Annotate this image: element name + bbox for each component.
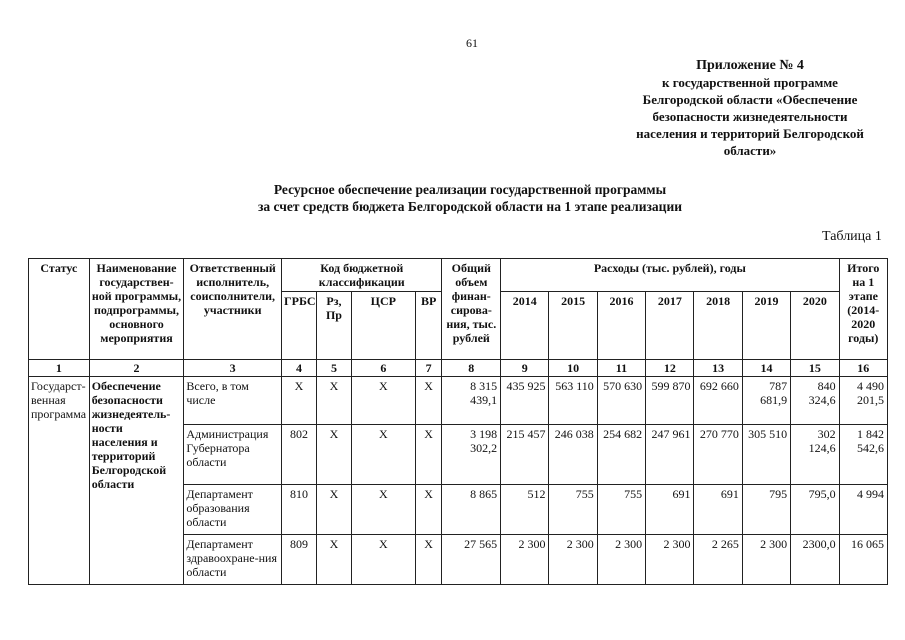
year-cell: 246 038 bbox=[549, 425, 597, 485]
year-cell: 840 324,6 bbox=[791, 377, 839, 425]
year-cell: 2 265 bbox=[694, 535, 742, 585]
year-cell: 2300,0 bbox=[791, 535, 839, 585]
column-index: 7 bbox=[415, 360, 442, 377]
title-line: Ресурсное обеспечение реализации государственной программы bbox=[273, 182, 667, 197]
status-cell: Государст-венная программа bbox=[29, 377, 90, 585]
year-cell: 570 630 bbox=[597, 377, 645, 425]
total-cell: 8 315 439,1 bbox=[442, 377, 501, 425]
vr-cell: Х bbox=[415, 535, 442, 585]
header-year: 2014 bbox=[501, 292, 549, 360]
executor-cell: Всего, в том числе bbox=[184, 377, 282, 425]
year-cell: 270 770 bbox=[694, 425, 742, 485]
table-label: Таблица 1 bbox=[822, 229, 882, 244]
appendix-heading bbox=[600, 57, 900, 159]
stage-total-cell: 4 490 201,5 bbox=[839, 377, 887, 425]
header-expenses: Расходы (тыс. рублей), годы bbox=[501, 259, 839, 292]
appendix-line: безопасности жизнедеятельности bbox=[652, 109, 848, 124]
column-index: 11 bbox=[597, 360, 645, 377]
year-cell: 691 bbox=[646, 485, 694, 535]
stage-total-cell: 1 842 542,6 bbox=[839, 425, 887, 485]
rz-cell: Х bbox=[317, 425, 352, 485]
column-index: 15 bbox=[791, 360, 839, 377]
year-cell: 563 110 bbox=[549, 377, 597, 425]
column-index: 16 bbox=[839, 360, 887, 377]
header-year: 2016 bbox=[597, 292, 645, 360]
year-cell: 795,0 bbox=[791, 485, 839, 535]
vr-cell: Х bbox=[415, 485, 442, 535]
header-total-volume: Общий объем финан-сирова-ния, тыс. рублей bbox=[442, 259, 501, 360]
header-year: 2019 bbox=[742, 292, 790, 360]
year-cell: 305 510 bbox=[742, 425, 790, 485]
column-index: 9 bbox=[501, 360, 549, 377]
year-cell: 755 bbox=[597, 485, 645, 535]
document-title bbox=[120, 181, 820, 215]
executor-cell: Департамент здравоохране-ния области bbox=[184, 535, 282, 585]
csr-cell: Х bbox=[351, 485, 415, 535]
column-index: 2 bbox=[89, 360, 184, 377]
column-index: 10 bbox=[549, 360, 597, 377]
appendix-line: населения и территорий Белгородской bbox=[636, 126, 864, 141]
column-index: 13 bbox=[694, 360, 742, 377]
vr-cell: Х bbox=[415, 377, 442, 425]
year-cell: 512 bbox=[501, 485, 549, 535]
column-index: 3 bbox=[184, 360, 282, 377]
rz-cell: Х bbox=[317, 485, 352, 535]
total-cell: 27 565 bbox=[442, 535, 501, 585]
stage-total-cell: 16 065 bbox=[839, 535, 887, 585]
column-index: 5 bbox=[317, 360, 352, 377]
header-status: Статус bbox=[29, 259, 90, 360]
year-cell: 2 300 bbox=[501, 535, 549, 585]
header-rz-pr: Рз, Пр bbox=[317, 292, 352, 360]
title-line: за счет средств бюджета Белгородской области на 1 этапе реализации bbox=[257, 199, 683, 214]
total-cell: 3 198 302,2 bbox=[442, 425, 501, 485]
grbs-cell: 809 bbox=[282, 535, 317, 585]
executor-cell: Департамент образования области bbox=[184, 485, 282, 535]
appendix-line: к государственной программе bbox=[662, 75, 838, 90]
appendix-line: области» bbox=[723, 143, 777, 158]
header-row bbox=[29, 259, 888, 292]
header-budget-code: Код бюджетной классификации bbox=[282, 259, 442, 292]
vr-cell: Х bbox=[415, 425, 442, 485]
header-executor: Ответственный исполнитель, соисполнители, участники bbox=[184, 259, 282, 360]
appendix-line: Белгородской области «Обеспечение bbox=[642, 92, 858, 107]
csr-cell: Х bbox=[351, 377, 415, 425]
year-cell: 787 681,9 bbox=[742, 377, 790, 425]
column-index: 6 bbox=[351, 360, 415, 377]
appendix-number: Приложение № 4 bbox=[696, 58, 804, 73]
header-csr: ЦСР bbox=[351, 292, 415, 360]
total-cell: 8 865 bbox=[442, 485, 501, 535]
column-index: 14 bbox=[742, 360, 790, 377]
header-grbs: ГРБС bbox=[282, 292, 317, 360]
year-cell: 2 300 bbox=[742, 535, 790, 585]
column-index: 12 bbox=[646, 360, 694, 377]
year-cell: 691 bbox=[694, 485, 742, 535]
column-index-row bbox=[29, 360, 888, 377]
header-year: 2017 bbox=[646, 292, 694, 360]
rz-cell: Х bbox=[317, 377, 352, 425]
year-cell: 247 961 bbox=[646, 425, 694, 485]
year-cell: 2 300 bbox=[646, 535, 694, 585]
header-stage-total: Итого на 1 этапе (2014-2020 годы) bbox=[839, 259, 887, 360]
year-cell: 254 682 bbox=[597, 425, 645, 485]
grbs-cell: Х bbox=[282, 377, 317, 425]
header-year: 2018 bbox=[694, 292, 742, 360]
header-name: Наименование государствен-ной программы, подпрограммы, основного мероприятия bbox=[89, 259, 184, 360]
year-cell: 215 457 bbox=[501, 425, 549, 485]
resource-table bbox=[28, 258, 888, 585]
year-cell: 302 124,6 bbox=[791, 425, 839, 485]
grbs-cell: 810 bbox=[282, 485, 317, 535]
header-vr: ВР bbox=[415, 292, 442, 360]
header-year: 2020 bbox=[791, 292, 839, 360]
year-cell: 599 870 bbox=[646, 377, 694, 425]
column-index: 8 bbox=[442, 360, 501, 377]
column-index: 1 bbox=[29, 360, 90, 377]
csr-cell: Х bbox=[351, 425, 415, 485]
stage-total-cell: 4 994 bbox=[839, 485, 887, 535]
executor-cell: Администрация Губернатора области bbox=[184, 425, 282, 485]
year-cell: 795 bbox=[742, 485, 790, 535]
year-cell: 692 660 bbox=[694, 377, 742, 425]
column-index: 4 bbox=[282, 360, 317, 377]
grbs-cell: 802 bbox=[282, 425, 317, 485]
csr-cell: Х bbox=[351, 535, 415, 585]
year-cell: 2 300 bbox=[549, 535, 597, 585]
table-row bbox=[29, 377, 888, 425]
year-cell: 435 925 bbox=[501, 377, 549, 425]
rz-cell: Х bbox=[317, 535, 352, 585]
program-name-cell: Обеспечение безопасности жизнедеятель-ности населения и территорий Белгородской области bbox=[89, 377, 184, 585]
year-cell: 755 bbox=[549, 485, 597, 535]
page-number: 61 bbox=[466, 36, 478, 50]
header-year: 2015 bbox=[549, 292, 597, 360]
year-cell: 2 300 bbox=[597, 535, 645, 585]
